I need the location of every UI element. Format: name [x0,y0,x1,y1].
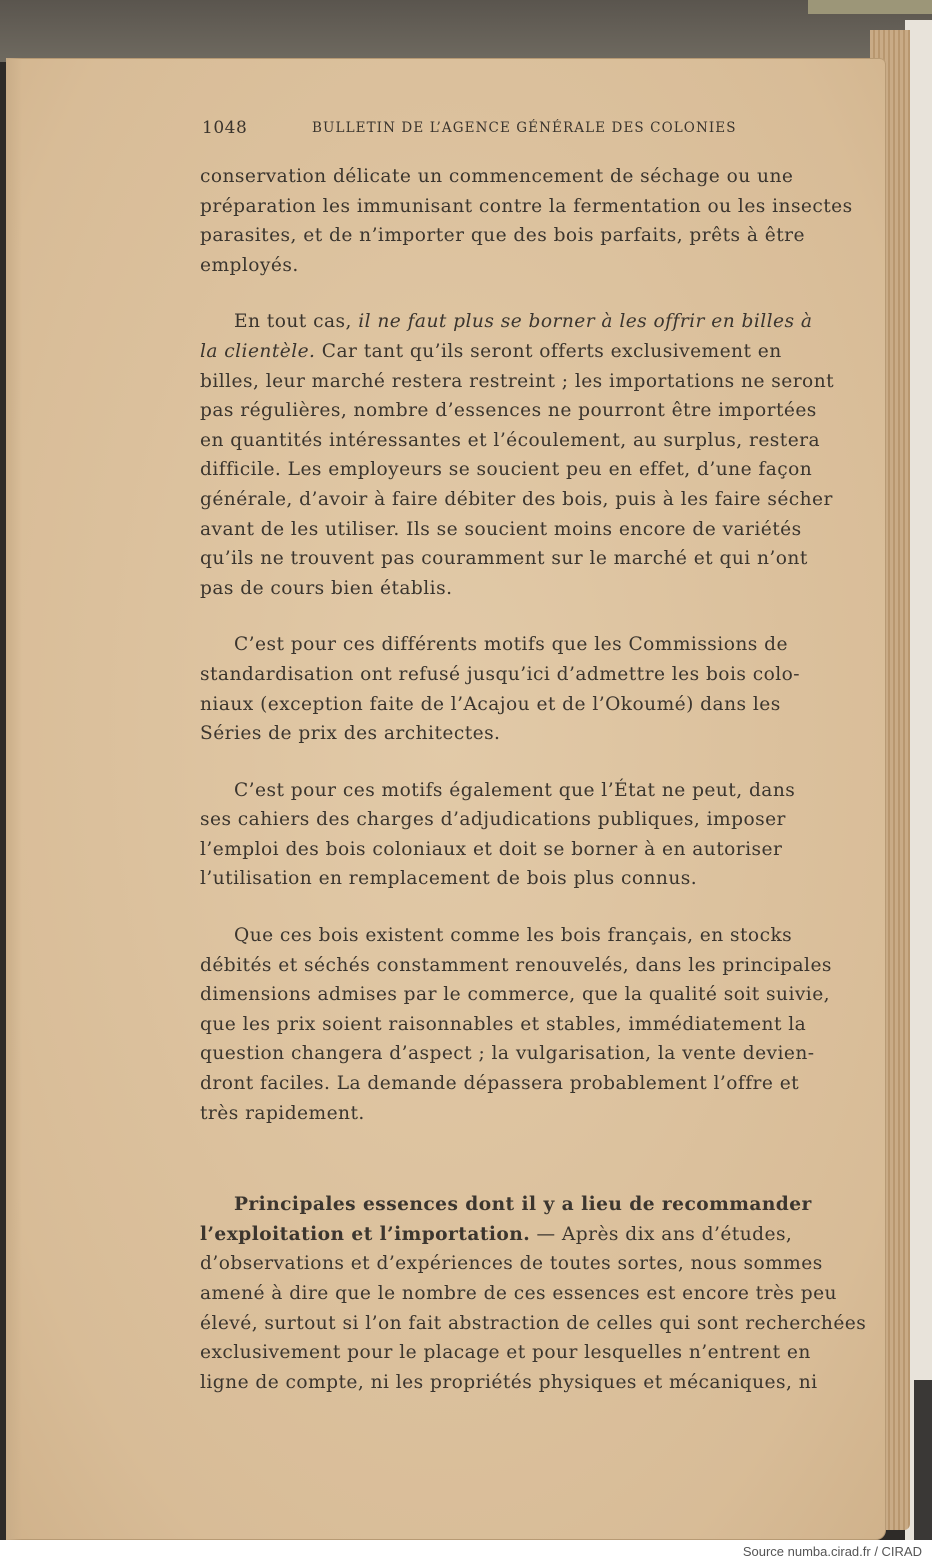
text-line: d’observations et d’expériences de toutes sortes, nous sommes [200,1253,823,1275]
italic-run: la clientèle. [200,340,316,362]
text-line: C’est pour ces motifs également que l’État ne peut, dans [234,779,796,801]
paragraph-5 [200,921,840,1128]
text-line: dront faciles. La demande dépassera probablement l’offre et [200,1073,800,1095]
book-spine-shadow [914,1380,932,1540]
text-line: préparation les immunisant contre la fermentation ou les insectes [200,195,853,217]
text-run: Car tant qu’ils seront offerts exclusivement en [315,340,782,362]
text-run: — Après dix ans d’études, [530,1223,793,1245]
text-line: parasites, et de n’importer que des bois parfaits, prêts à être [200,225,805,247]
running-head: BULLETIN DE L’AGENCE GÉNÉRALE DES COLONIES [312,120,737,136]
text-line: question changera d’aspect ; la vulgarisation, la vente devien- [200,1043,815,1065]
paragraph-2 [200,307,840,603]
text-line: amené à dire que le nombre de ces essences est encore très peu [200,1283,837,1304]
page-shadow [6,58,22,1540]
text-line: Séries de prix des architectes. [200,723,501,745]
text-line: l’emploi des bois coloniaux et doit se borner à en autoriser [200,838,783,860]
text-line: débités et séchés constamment renouvelés, dans les principales [200,954,832,976]
text-line: qu’ils ne trouvent pas couramment sur le marché et qui n’ont [200,548,808,570]
page-body [200,162,867,1424]
text-line: ligne de compte, ni les propriétés physiques et mécaniques, ni [200,1371,818,1393]
book-page [6,58,886,1540]
text-line: pas régulières, nombre d’essences ne pourront être importées [200,400,817,422]
text-line [200,307,840,337]
text-line: dimensions admises par le commerce, que la qualité soit suivie, [200,984,831,1006]
source-credit: Source numba.cirad.fr / CIRAD [742,1544,922,1559]
text-line: niaux (exception faite de l’Acajou et de l’Okoumé) dans les [200,693,781,715]
text-line: pas de cours bien établis. [200,577,453,599]
text-line [200,1220,840,1250]
text-line: employés. [200,254,299,276]
section-paragraph [200,1190,867,1397]
paragraph-3 [200,630,840,748]
text-line: billes, leur marché restera restreint ; les importations ne seront [200,370,835,392]
text-line [200,337,840,367]
page-header [6,118,886,148]
text-line: ses cahiers des charges d’adjudications publiques, imposer [200,809,786,831]
section-heading-continued: l’exploitation et l’importation. [200,1223,531,1245]
text-line: difficile. Les employeurs se soucient peu en effet, d’une façon [200,459,813,481]
text-line: générale, d’avoir à faire débiter des bois, puis à les faire sécher [200,488,833,510]
text-line: avant de les utiliser. Ils se soucient moins encore de variétés [200,518,802,540]
text-line: Que ces bois existent comme les bois français, en stocks [234,925,793,947]
text-line: exclusivement pour le placage et pour lesquelles n’entrent en [200,1342,811,1364]
page-number: 1048 [202,118,248,138]
book-tab-strip [808,0,932,14]
text-line: l’utilisation en remplacement de bois plus connus. [200,868,698,890]
text-line: C’est pour ces différents motifs que les Commissions de [234,634,788,656]
text-line: très rapidement. [200,1102,365,1124]
italic-run: il ne faut plus se borner à les offrir en billes à [358,311,813,333]
section-heading: Principales essences dont il y a lieu de recommander [234,1194,812,1216]
paragraph-1 [200,162,853,280]
text-line: en quantités intéressantes et l’écoulement, au surplus, restera [200,429,821,451]
text-run: En tout cas, [234,311,359,333]
text-line: standardisation ont refusé jusqu’ici d’admettre les bois colo- [200,663,800,685]
text-line: élevé, surtout si l’on fait abstraction de celles qui sont recherchées [200,1312,867,1334]
book-top-edge [0,0,932,62]
text-line: conservation délicate un commencement de séchage ou une [200,166,794,187]
text-line: que les prix soient raisonnables et stables, immédiatement la [200,1013,807,1035]
paragraph-4 [200,776,840,894]
